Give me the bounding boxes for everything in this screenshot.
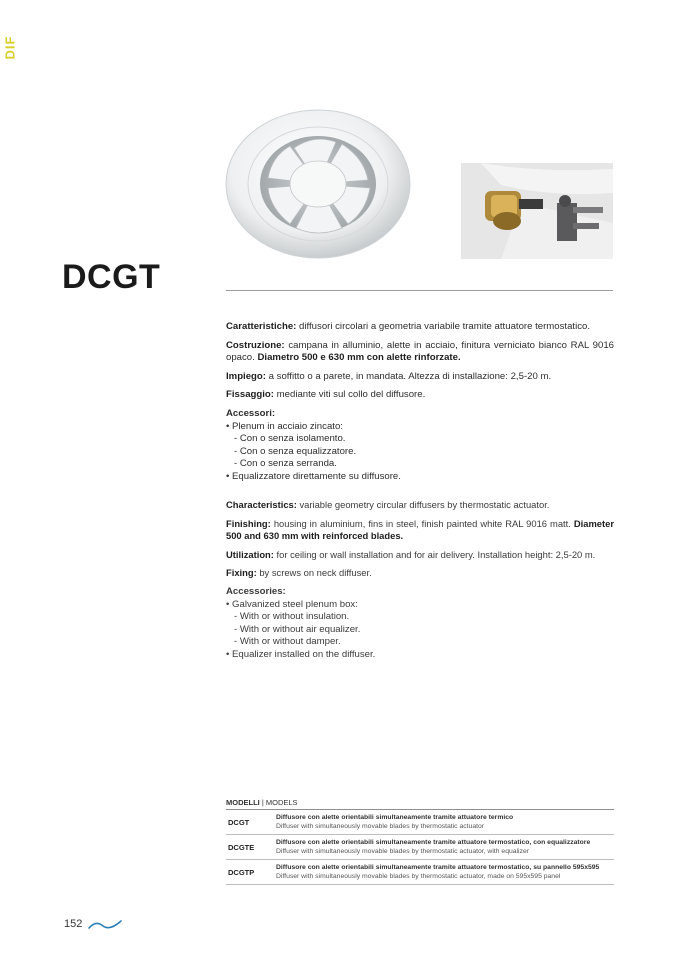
wave-logo-icon [88, 918, 122, 932]
it-accessories: Accessori: • Plenum in acciaio zincato: - Con o senza isolamento. - Con o senza equalizzatore. - Con o senza serranda. • Equalizzatore direttamente su diffusore. [226, 408, 614, 484]
table-row [226, 835, 614, 860]
en-fixing: Fixing: by screws on neck diffuser. [226, 567, 372, 579]
table-row [226, 810, 614, 835]
model-code: DCGTE [228, 842, 255, 852]
it-characteristics: Caratteristiche: diffusori circolari a geometria variabile tramite attuatore termostatico. [226, 321, 591, 332]
en-characteristics: Characteristics: variable geometry circular diffusers by thermostatic actuator. [226, 499, 550, 510]
en-utilization: Utilization: for ceiling or wall installation and for air delivery. Installation height: 2,5-20 m. [226, 548, 596, 560]
thermostatic-actuator-detail-image [461, 163, 613, 259]
it-use: Impiego: a soffitto o a parete, in mandata. Altezza di installazione: 2,5-20 m. [226, 370, 552, 382]
list-item: - Con o senza equalizzatore. [234, 445, 357, 457]
circular-diffuser-image [224, 108, 412, 260]
list-item: • Galvanized steel plenum box: [226, 598, 358, 610]
models-table [226, 798, 614, 885]
page-number: 152 [64, 918, 83, 930]
model-description: Diffusore con alette orientabili simultaneamente tramite attuatore termostatico, con equalizzatore Diffuser with simultaneously movable blades by thermostatic actuator, with equalizer [276, 839, 591, 855]
italian-description [226, 321, 614, 484]
models-heading: MODELLI | MODELS [226, 798, 614, 810]
model-description: Diffusore con alette orientabili simultaneamente tramite attuatore termico Diffuser with simultaneously movable blades by thermostatic actuator [276, 814, 514, 830]
list-item: • Plenum in acciaio zincato: [226, 420, 343, 432]
it-construction: Costruzione: campana in alluminio, alette in acciaio, finitura verniciato bianco RAL 9016 opaco. Diametro 500 e 630 mm con alette rinforzate. [226, 339, 614, 364]
model-code: DCGT [228, 817, 250, 827]
section-tab-label: DIF [2, 35, 18, 60]
model-description: Diffusore con alette orientabili simultaneamente tramite attuatore termostatico, su pannello 595x595 Diffuser with simultaneously movable blades by thermostatic actuator, made on 595x595 panel [276, 864, 600, 880]
list-item: - With or without insulation. [234, 611, 350, 623]
list-item: - With or without air equalizer. [234, 623, 361, 635]
title-divider [226, 290, 613, 291]
list-item: - Con o senza serranda. [234, 458, 337, 470]
en-accessories: Accessories: • Galvanized steel plenum box: - With or without insulation. - With or without air equalizer. - With or without damper. • Equalizer installed on the diffuser. [226, 586, 614, 662]
product-title: DCGT [62, 258, 161, 296]
english-description [226, 499, 614, 662]
list-item: • Equalizer installed on the diffuser. [226, 648, 376, 660]
list-item: - Con o senza isolamento. [234, 433, 346, 445]
table-row [226, 860, 614, 885]
section-tab [4, 30, 26, 66]
model-code: DCGTP [228, 867, 255, 877]
en-finishing: Finishing: housing in aluminium, fins in steel, finish painted white RAL 9016 matt. Diameter 500 and 630 mm with reinforced blades. [226, 517, 614, 542]
list-item: • Equalizzatore direttamente su diffusore. [226, 470, 401, 482]
it-fixing: Fissaggio: mediante viti sul collo del diffusore. [226, 389, 426, 401]
list-item: - With or without damper. [234, 636, 341, 648]
